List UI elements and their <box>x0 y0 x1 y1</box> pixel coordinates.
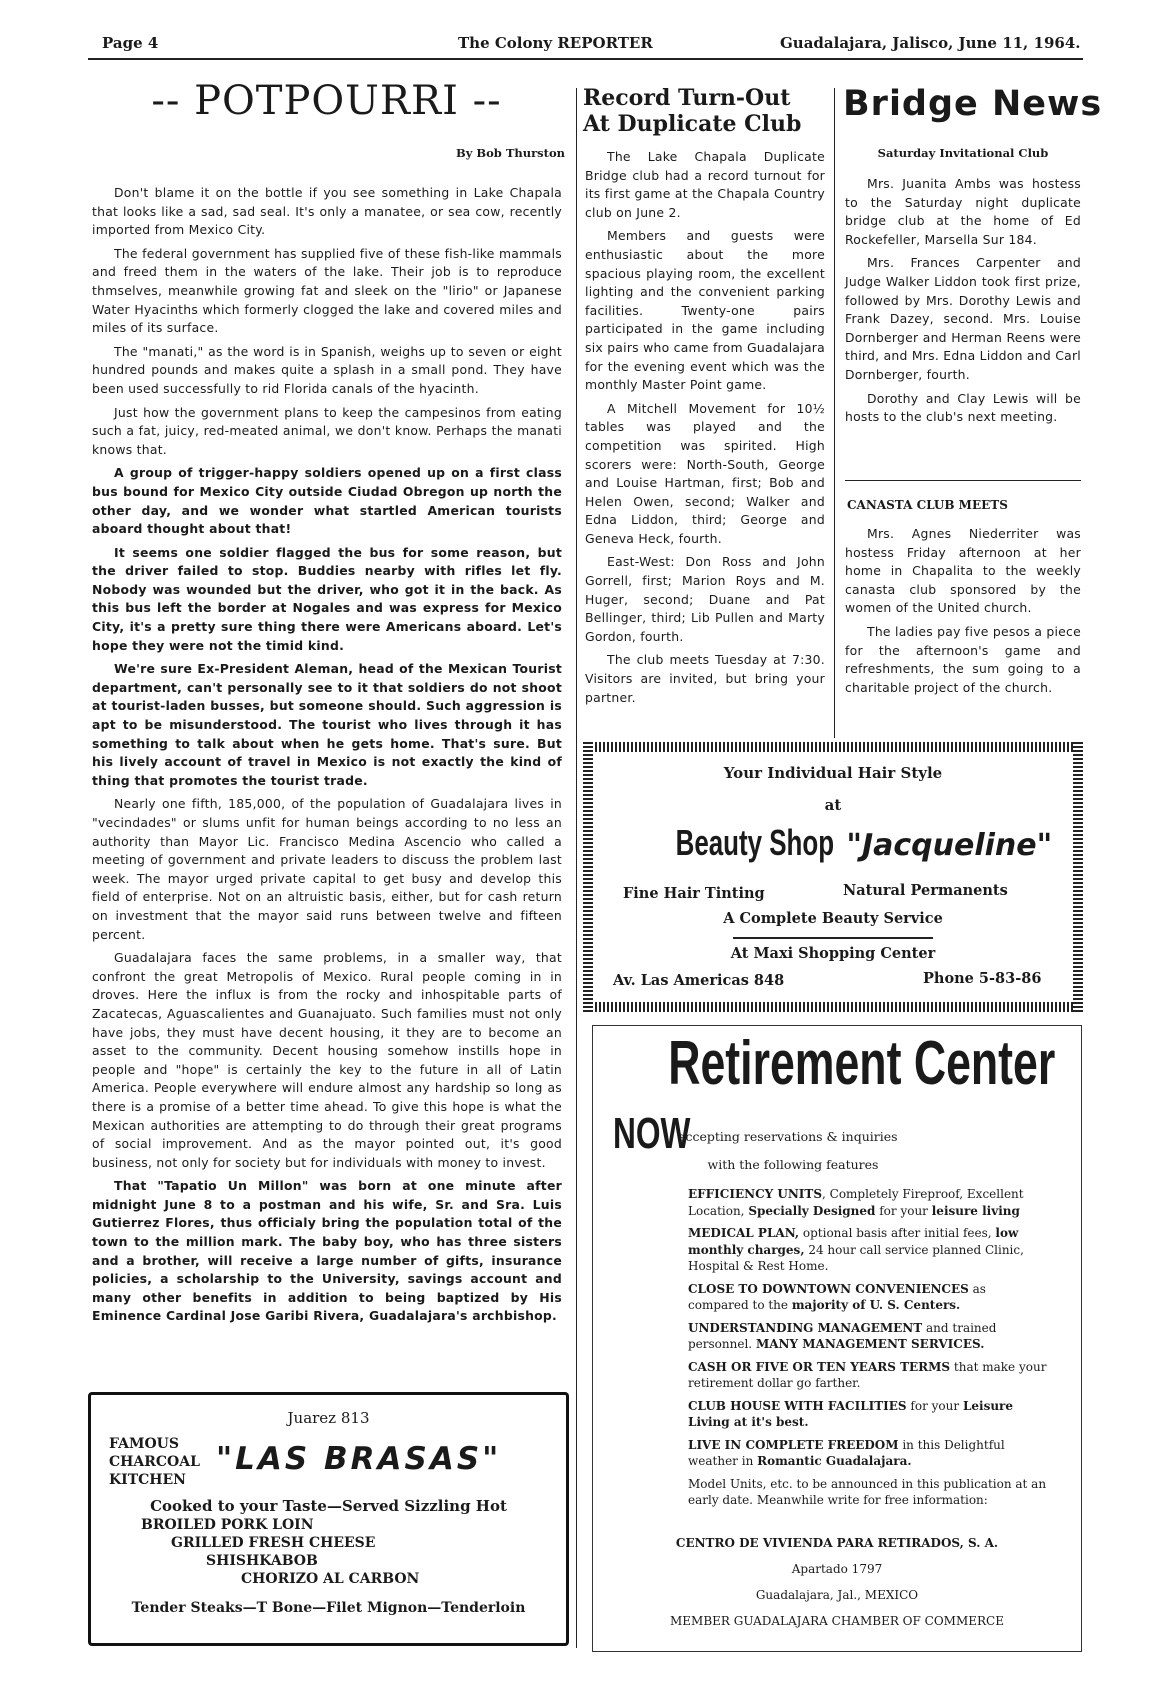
feature-text: leisure living <box>931 1203 1020 1218</box>
paragraph: Dorothy and Clay Lewis will be hosts to the club's next meeting. <box>845 390 1081 425</box>
ad-service: Natural Permanents <box>843 882 1008 899</box>
beauty-shop-ad <box>583 742 1083 1012</box>
canasta-article <box>845 525 1081 702</box>
headline-line: At Duplicate Club <box>583 111 802 137</box>
label-line: CHARCOAL <box>109 1454 200 1470</box>
feature-text: CLOSE TO DOWNTOWN CONVENIENCES <box>688 1281 969 1296</box>
paragraph: It seems one soldier flagged the bus for some reason, but the driver failed to stop. Buddies nearby with rifles let fly. Nobody was wounded but the driver, who got it in the back. As this bus left the border at Nogales and was express for Mexico City, it's a pretty sure thing there were Americans aboard. Let's hope they were not the timid kind. <box>92 544 562 653</box>
paragraph: The Lake Chapala Duplicate Bridge club had a record turnout for its first game at the Chapala Country club on June 2. <box>585 149 825 220</box>
restaurant-address: Juarez 813 <box>287 1409 370 1427</box>
paragraph: Mrs. Frances Carpenter and Judge Walker Liddon took first prize, followed by Mrs. Dorothy Lewis and Frank Dazey, second. Mrs. Louise Dornberger and Herman Reens were third, and Mrs. Edna Liddon and Carl Dornberger, fourth. <box>845 255 1081 382</box>
paragraph: We're sure Ex-President Aleman, head of the Mexican Tourist department, can't personally see to it that soldiers do not shoot at tourist-laden busses, but someone should. Such aggression is apt to be misunderstood. The tourist who lives through it has something to talk about when he gets home. That's sure. But his lively account of travel in Mexico is not exactly the kind of thing that promotes the tourist trade. <box>92 661 562 788</box>
feature-item <box>688 1476 1048 1509</box>
feature-text: UNDERSTANDING MANAGEMENT <box>688 1320 923 1335</box>
feature-text: as compared to the <box>688 1281 986 1312</box>
ad-service: Fine Hair Tinting <box>623 885 765 902</box>
now-text: NOW <box>613 1109 691 1158</box>
paragraph: Members and guests were enthusiastic about the more spacious playing room, the excellent lighting and the convenient parking facilities. Twenty-one pairs participated in the game including six pairs who came from Guadalajara for the evening event which was the monthly Master Point game. <box>585 228 825 393</box>
feature-text: CLUB HOUSE WITH FACILITIES <box>688 1398 907 1413</box>
shop-name-plain: Beauty Shop <box>675 822 834 863</box>
label-line: FAMOUS <box>109 1436 179 1452</box>
feature-text: CASH OR FIVE OR TEN YEARS TERMS <box>688 1359 951 1374</box>
feature-text: MEDICAL PLAN, <box>688 1226 800 1240</box>
label-line: KITCHEN <box>109 1472 186 1488</box>
feature-text: , Completely Fireproof, Excellent Location, <box>688 1187 1024 1218</box>
feature-text: that make your retirement dollar go farther. <box>688 1359 1047 1390</box>
retirement-title: Retirement Center <box>668 1029 1056 1098</box>
feature-item <box>688 1359 1048 1392</box>
paragraph: The "manati," as the word is in Spanish, weighs up to seven or eight hundred pounds and makes quite a splash in a small pond. They have been used successfully to rid Florida canals of the hyacinth. <box>92 343 562 396</box>
feature-list <box>688 1186 1048 1515</box>
shop-name-fancy: "Jacqueline" <box>846 828 1053 863</box>
paragraph: Nearly one fifth, 185,000, of the population of Guadalajara lives in "vecindades" or slums unfit for human beings according to no less an authority than Mayor Lic. Francisco Medina Ascencio who called a meeting of government and private leaders to discuss the problem last week. The mayor urged private capital to get busy and develop this field of enterprise. Not on an altruistic basis, either, but for cash return on investment that the mayor said runs between twelve and fifteen percent. <box>92 796 562 942</box>
potpourri-article <box>92 184 562 1331</box>
feature-text: EFFICIENCY UNITS <box>688 1187 823 1201</box>
feature-item <box>688 1281 1048 1314</box>
feature-text: majority of U. S. Centers. <box>791 1298 961 1312</box>
duplicate-club-headline <box>583 85 801 137</box>
ad-line: at <box>824 796 842 814</box>
retirement-headline <box>593 1026 1081 1099</box>
feature-item <box>688 1186 1048 1219</box>
feature-item <box>688 1320 1048 1353</box>
tagline: Cooked to your Taste—Served Sizzling Hot <box>150 1497 507 1515</box>
company-name: CENTRO DE VIVIENDA PARA RETIRADOS, S. A. <box>675 1536 999 1550</box>
feature-text: for your <box>875 1203 932 1218</box>
paragraph: Just how the government plans to keep the campesinos from eating such a fat, juicy, red-meated animal, we don't know. Perhaps the manati knows that. <box>92 404 562 457</box>
newspaper-name: The Colony REPORTER <box>458 34 653 52</box>
city: Guadalajara, Jal., MEXICO <box>755 1588 919 1602</box>
features-intro: with the following features <box>707 1157 879 1172</box>
feature-text: for your <box>906 1398 963 1413</box>
paragraph: Don't blame it on the bottle if you see something in Lake Chapala that looks like a sad, sad seal. It's only a manatee, or sea cow, recently imported from Mexico City. <box>92 185 562 238</box>
paragraph: Mrs. Agnes Niederriter was hostess Friday afternoon at her home in Chapalita to the weekly canasta club sponsored by the women of the United church. <box>845 526 1081 616</box>
paragraph: That "Tapatio Un Millon" was born at one minute after midnight June 8 to a postman and his wife, Sr. and Sra. Luis Gutierrez Flores, thus officialy bring the population total of the town to the million mark. The baby boy, who has three sisters and a brother, will receive a large number of gifts, insurance policies, a scholarship to the University, savings account and many other benefits in addition to being baptized by His Eminence Cardinal Jose Garibi Rivera, Guadalajara's archbishop. <box>92 1178 562 1324</box>
ad-location: At Maxi Shopping Center <box>730 945 936 962</box>
ad-phone: Phone 5-83-86 <box>923 970 1042 987</box>
ad-rule <box>733 937 933 939</box>
column-divider <box>834 88 835 738</box>
section-rule <box>845 480 1081 481</box>
famous-kitchen-label <box>109 1435 200 1489</box>
feature-text: Model Units, etc. to be announced in this publication at an early date. Meanwhile write for free information: <box>688 1476 1047 1507</box>
feature-text: in this Delightful weather in <box>688 1437 1005 1468</box>
paragraph: The federal government has supplied five of these fish-like mammals and freed them in the waters of the lake. Their job is to reproduce thmselves, meanwhile growing fat and sleek on the "lirio" or Japanese Water Hyacinths which formerly clogged the lake and covered miles and miles of its surface. <box>92 245 562 336</box>
paragraph: A Mitchell Movement for 10½ tables was played and the competition was spirited. High scorers were: North-South, George and Louise Hartman, first; Bob and Helen Owen, second; Walker and Edna Liddon, third; George and Geneva Heck, fourth. <box>585 400 825 546</box>
feature-text: LIVE IN COMPLETE FREEDOM <box>688 1437 899 1452</box>
paragraph: Mrs. Juanita Ambs was hostess to the Saturday night duplicate bridge club at the home of Ed Rockefeller, Marsella Sur 184. <box>845 176 1081 247</box>
masthead-rule <box>88 58 1083 60</box>
paragraph: A group of trigger-happy soldiers opened up on a first class bus bound for Mexico City outside Ciudad Obregon up north the other day, and we wonder what startled American tourists aboard thought about that! <box>92 465 562 537</box>
canasta-headline: CANASTA CLUB MEETS <box>847 498 1008 512</box>
byline: By Bob Thurston <box>456 146 565 160</box>
las-brasas-ad <box>88 1392 569 1646</box>
feature-text: optional basis after initial fees, <box>799 1226 996 1240</box>
chamber-membership: MEMBER GUADALAJARA CHAMBER OF COMMERCE <box>669 1614 1004 1628</box>
menu-item: GRILLED FRESH CHEESE <box>171 1535 376 1551</box>
paragraph: The ladies pay five pesos a piece for the afternoon's game and refreshments, the sum going to a charitable project of the church. <box>845 623 1081 695</box>
paragraph: Guadalajara faces the same problems, in a smaller way, that confront the great Metropolis of Mexico. Rural people coming in in droves. Here the influx is from the rocky and inhospitable parts of Zacatecas, Aguascalientes and Guanajuato. Such families must not only have jobs, they must have decent housing, it they are to become an asset to the community. Decent housing somehow instills hope in people and "hope" is certainly the key to the future in all of Latin America. People everywhere will endure almost any hardship so long as there is a promise of a better time ahead. To give this hope is what the Mexican authorities are attempting to do through their great programs of social improvement. And as the mayor pointed out, it's good business, not only for society but for individuals with money to invest. <box>92 950 562 1170</box>
feature-text: Leisure Living at it's best. <box>688 1398 1014 1429</box>
bridge-news-article <box>845 175 1081 432</box>
retirement-center-ad <box>592 1025 1082 1652</box>
ad-service: A Complete Beauty Service <box>723 910 943 927</box>
feature-text: 24 hour call service planned Clinic, Hospital & Rest Home. <box>688 1242 1024 1273</box>
feature-item <box>688 1437 1048 1470</box>
ad-footer: Tender Steaks—T Bone—Filet Mignon—Tenderloin <box>131 1600 526 1616</box>
ad-address: Av. Las Americas 848 <box>613 972 785 989</box>
paragraph: East-West: Don Ross and John Gorrell, first; Marion Roys and M. Huger, second; Duane and Pat Bellinger, third; Lib Pullen and Marty Gordon, fourth. <box>585 554 825 644</box>
po-box: Apartado 1797 <box>791 1562 883 1576</box>
dateline: Guadalajara, Jalisco, June 11, 1964. <box>780 34 1081 52</box>
feature-text: Romantic Guadalajara. <box>757 1454 912 1468</box>
ad-line: Your Individual Hair Style <box>723 764 943 782</box>
beauty-shop-name <box>583 822 1083 864</box>
paragraph: The club meets Tuesday at 7:30. Visitors are invited, but bring your partner. <box>585 652 825 705</box>
duplicate-club-article <box>585 148 825 712</box>
menu-item: BROILED PORK LOIN <box>141 1517 314 1533</box>
accepting-text: accepting reservations & inquiries <box>678 1129 898 1144</box>
potpourri-headline: -- POTPOURRI -- <box>151 78 502 124</box>
menu-item: CHORIZO AL CARBON <box>241 1571 420 1587</box>
menu-item: SHISHKABOB <box>206 1553 318 1569</box>
feature-text: and trained personnel. <box>688 1320 997 1351</box>
page-number: Page 4 <box>102 34 159 52</box>
feature-item <box>688 1398 1048 1431</box>
restaurant-name: "LAS BRASAS" <box>216 1441 502 1477</box>
feature-text: Specially Designed <box>748 1203 876 1218</box>
bridge-news-headline: Bridge News <box>843 84 1103 124</box>
headline-line: Record Turn-Out <box>583 85 791 111</box>
feature-text: low monthly charges, <box>688 1226 1019 1257</box>
feature-item <box>688 1225 1048 1275</box>
feature-text: MANY MANAGEMENT SERVICES. <box>755 1337 985 1351</box>
bridge-subheading: Saturday Invitational Club <box>877 146 1049 160</box>
column-divider <box>576 88 577 1648</box>
